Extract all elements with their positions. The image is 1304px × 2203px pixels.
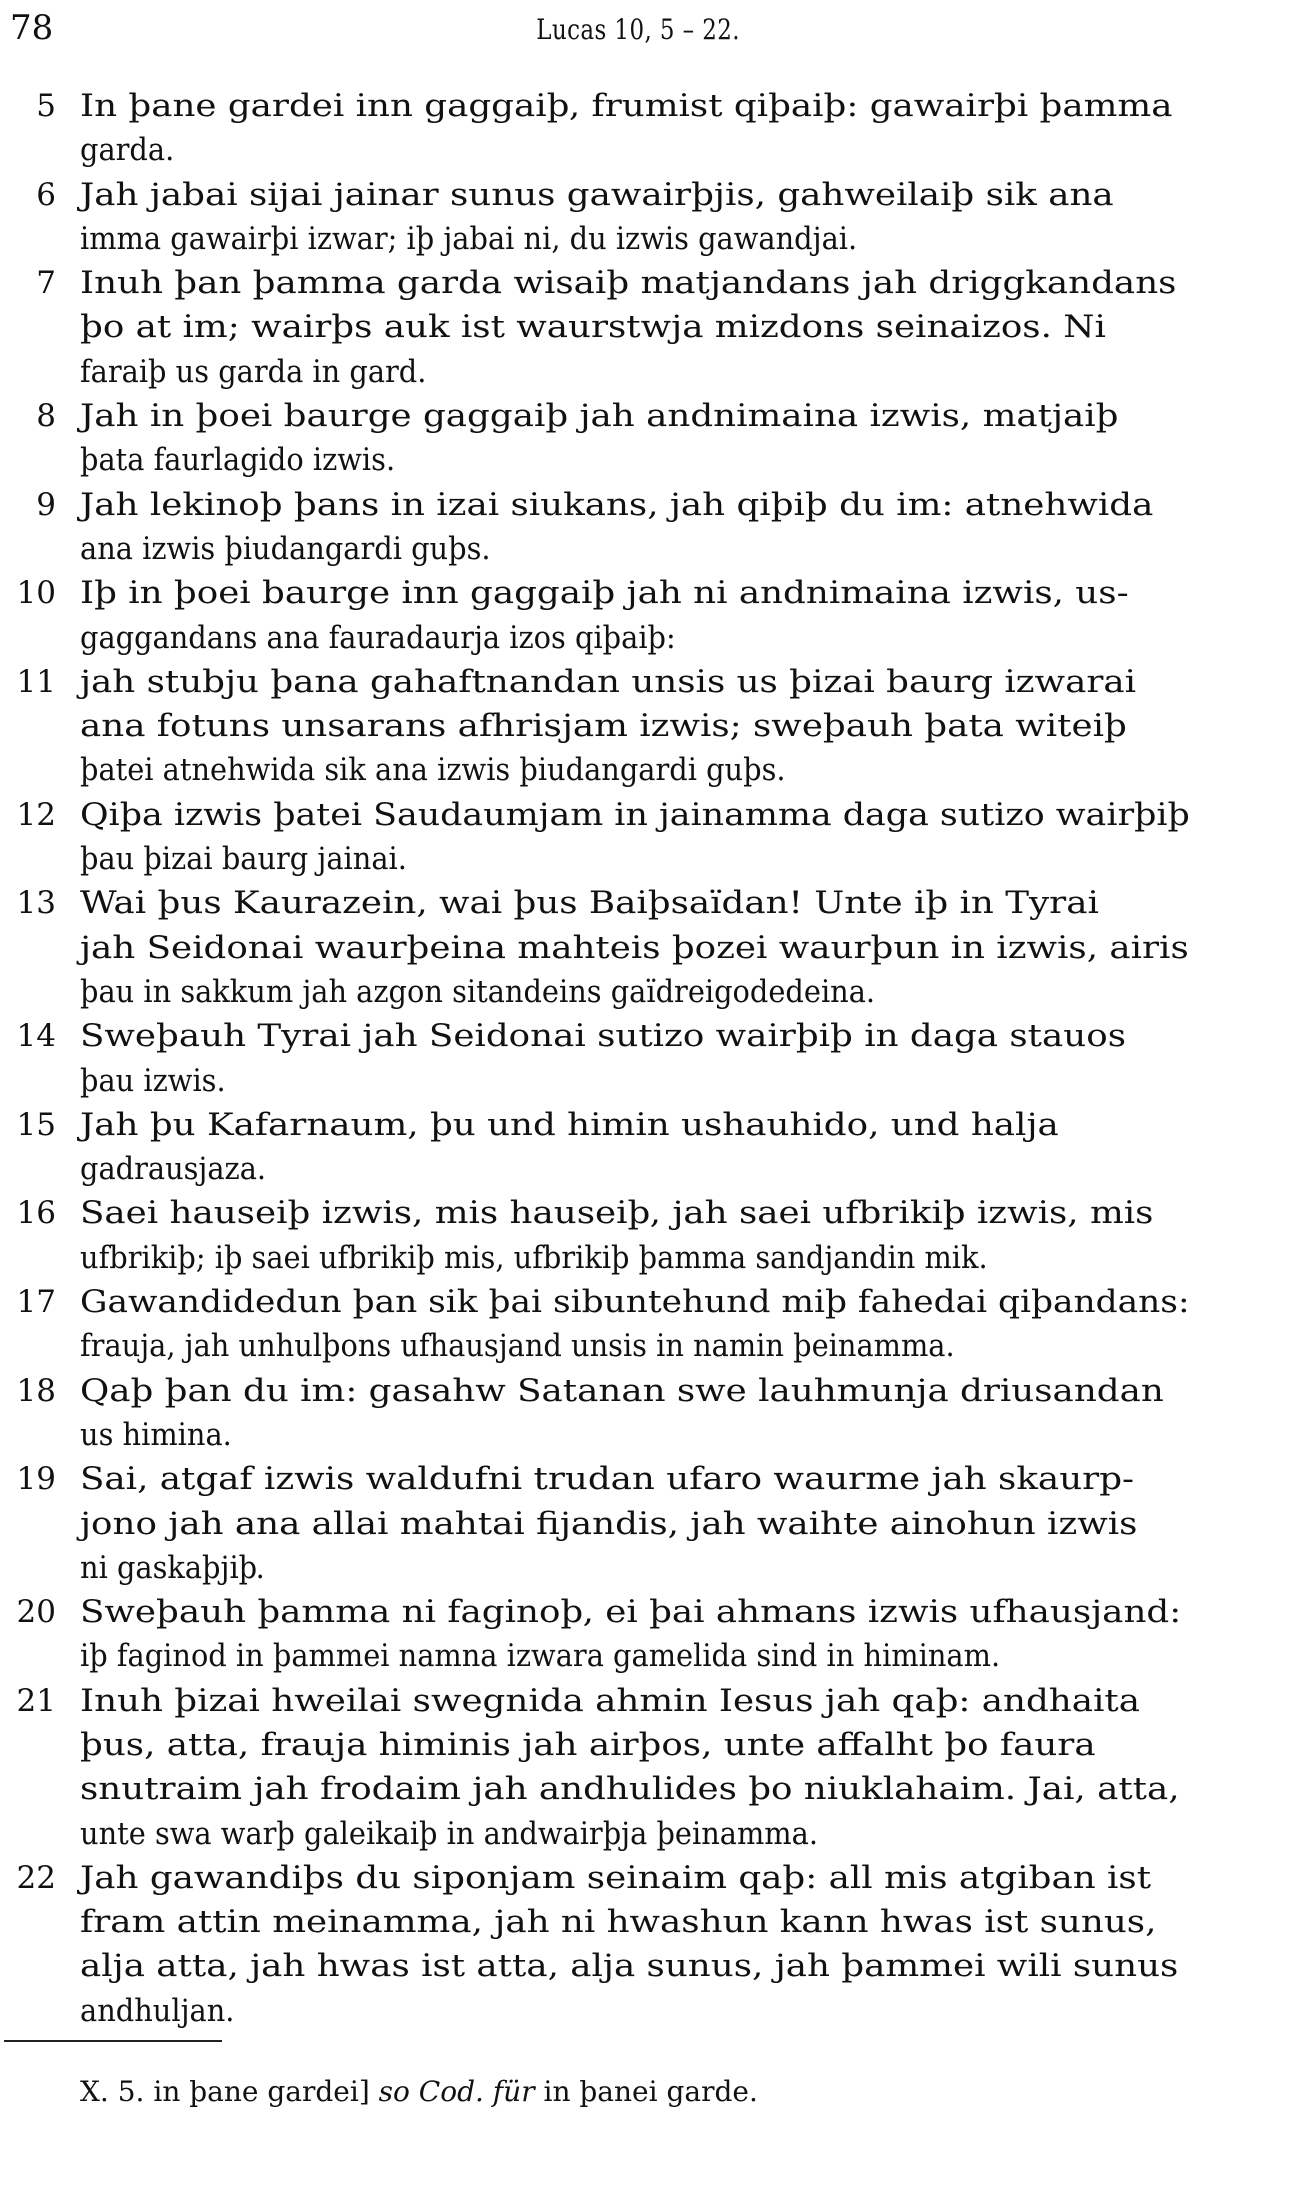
footnote xyxy=(80,2072,758,2112)
verse-line: Wai þus Kaurazein, wai þus Baiþsaïdan! Unte iþ in Tyrai xyxy=(80,885,1099,922)
verse-line: gadrausjaza. xyxy=(80,1151,267,1188)
verse xyxy=(0,1103,1190,1192)
footnote-ref: X. 5. xyxy=(80,2075,145,2108)
verse-number: 15 xyxy=(16,1106,56,1143)
verse-line: Jah gawandiþs du siponjam seinaim qaþ: all mis atgiban ist xyxy=(80,1859,1152,1896)
verse-number: 7 xyxy=(36,265,56,302)
verse-line: þo at im; wairþs auk ist waurstwja mizdons seinaizos. Ni xyxy=(80,309,1106,346)
verse-text xyxy=(80,1590,1190,1679)
verse-line: Gawandidedun þan sik þai sibuntehund miþ fahedai qiþandans: xyxy=(80,1284,1190,1321)
verse-line: Sweþauh Tyrai jah Seidonai sutizo wairþiþ in daga stauos xyxy=(80,1018,1126,1055)
verse-number: 6 xyxy=(36,176,56,213)
verse-line: jono jah ana allai mahtai fijandis, jah waihte ainohun izwis xyxy=(80,1505,1138,1542)
verse-line: gaggandans ana fauradaurja izos qiþaiþ: xyxy=(80,619,676,656)
verse-number: 22 xyxy=(16,1859,56,1896)
footnote-source: so Cod. xyxy=(378,2075,484,2108)
verse-line: imma gawairþi izwar; iþ jabai ni, du izwis gawandjai. xyxy=(80,220,858,257)
verse-line: þatei atnehwida sik ana izwis þiudangardi guþs. xyxy=(80,752,786,789)
verse-line: ufbrikiþ; iþ saei ufbrikiþ mis, ufbrikiþ þamma sandjandin mik. xyxy=(80,1239,988,1276)
verse-number: 9 xyxy=(36,486,56,523)
verse-line: alja atta, jah hwas ist atta, alja sunus, jah þammei wili sunus xyxy=(80,1948,1179,1985)
verse-line: ni gaskaþjiþ. xyxy=(80,1549,265,1586)
verse-line: jah Seidonai waurþeina mahteis þozei waurþun in izwis, airis xyxy=(80,929,1189,966)
verse-line: In þane gardei inn gaggaiþ, frumist qiþaiþ: gawairþi þamma xyxy=(80,88,1173,124)
verse-text xyxy=(80,173,1190,262)
verse-number: 21 xyxy=(16,1682,56,1719)
verse-list xyxy=(0,84,1190,2033)
verse-text xyxy=(80,571,1190,660)
verse xyxy=(0,881,1190,1014)
footnote-connector: für xyxy=(492,2075,535,2108)
verse xyxy=(0,483,1190,572)
verse-line: Jah in þoei baurge gaggaiþ jah andnimaina izwis, matjaiþ xyxy=(80,398,1119,435)
verse-line: Jah þu Kafarnaum, þu und himin ushauhido, und halja xyxy=(80,1106,1059,1143)
verse-line: snutraim jah frodaim jah andhulides þo niuklahaim. Jai, atta, xyxy=(80,1771,1180,1808)
verse-line: us himina. xyxy=(80,1416,232,1453)
verse-line: Inuh þan þamma garda wisaiþ matjandans jah driggkandans xyxy=(80,265,1177,302)
verse-text xyxy=(80,394,1190,483)
verse-line: þau þizai baurg jainai. xyxy=(80,841,407,878)
verse-line: ana fotuns unsarans afhrisjam izwis; sweþauh þata witeiþ xyxy=(80,708,1127,745)
verse-line: Jah jabai sijai jainar sunus gawairþjis, gahweilaiþ sik ana xyxy=(80,176,1114,213)
verse-line: Sai, atgaf izwis waldufni trudan ufaro waurme jah skaurp- xyxy=(80,1461,1135,1498)
verse-text xyxy=(80,1679,1190,1856)
verse-number: 16 xyxy=(16,1195,56,1232)
verse-line: andhuljan. xyxy=(80,1992,235,2029)
verse xyxy=(0,1457,1190,1590)
verse-line: Sweþauh þamma ni faginoþ, ei þai ahmans izwis ufhausjand: xyxy=(80,1594,1182,1631)
verse xyxy=(0,660,1190,793)
verse-number: 19 xyxy=(16,1461,56,1498)
verse xyxy=(0,394,1190,483)
verse-text xyxy=(80,483,1190,572)
verse xyxy=(0,1014,1190,1103)
verse-line: þus, atta, frauja himinis jah airþos, unte affalht þo faura xyxy=(80,1726,1096,1763)
verse xyxy=(0,173,1190,262)
verse-line: jah stubju þana gahaftnandan unsis us þizai baurg izwarai xyxy=(80,663,1137,700)
verse xyxy=(0,84,1190,173)
verse-line: Qaþ þan du im: gasahw Satanan swe lauhmunja driusandan xyxy=(80,1372,1164,1409)
verse-line: þau in sakkum jah azgon sitandeins gaïdreigodedeina. xyxy=(80,973,876,1010)
verse-text xyxy=(80,1856,1190,2033)
verse-line: Qiþa izwis þatei Saudaumjam in jainamma daga sutizo wairþiþ xyxy=(80,796,1190,833)
verse-number: 5 xyxy=(36,88,56,124)
verse-line: Jah lekinoþ þans in izai siukans, jah qiþiþ du im: atnehwida xyxy=(80,486,1154,523)
verse xyxy=(0,261,1190,394)
verse-text xyxy=(80,84,1190,173)
verse-line: iþ faginod in þammei namna izwara gamelida sind in himinam. xyxy=(80,1638,1001,1675)
verse-text xyxy=(80,1369,1190,1458)
footnote-reading: in þanei garde. xyxy=(543,2075,758,2108)
verse-line: unte swa warþ galeikaiþ in andwairþja þeinamma. xyxy=(80,1815,818,1852)
footnote-rule xyxy=(4,2040,222,2042)
verse-line: fram attin meinamma, jah ni hwashun kann hwas ist sunus, xyxy=(80,1904,1157,1941)
verse-line: garda. xyxy=(80,132,175,169)
verse xyxy=(0,571,1190,660)
verse-number: 10 xyxy=(16,575,56,612)
verse-text xyxy=(80,1014,1190,1103)
verse xyxy=(0,1590,1190,1679)
verse-number: 11 xyxy=(16,663,56,700)
verse-number: 20 xyxy=(16,1594,56,1631)
verse-line: frauja, jah unhulþons ufhausjand unsis in namin þeinamma. xyxy=(80,1328,955,1365)
verse-text xyxy=(80,881,1190,1014)
verse-text xyxy=(80,1103,1190,1192)
verse-line: ana izwis þiudangardi guþs. xyxy=(80,530,491,567)
verse-number: 18 xyxy=(16,1372,56,1409)
verse-number: 17 xyxy=(16,1284,56,1321)
verse-line: þata faurlagido izwis. xyxy=(80,442,396,479)
page-number: 78 xyxy=(10,8,54,48)
verse-number: 13 xyxy=(16,885,56,922)
verse xyxy=(0,1369,1190,1458)
verse-text xyxy=(80,1280,1190,1369)
verse-text xyxy=(80,660,1190,793)
verse-text xyxy=(80,1191,1190,1280)
verse xyxy=(0,793,1190,882)
verse xyxy=(0,1191,1190,1280)
verse xyxy=(0,1280,1190,1369)
verse xyxy=(0,1679,1190,1856)
running-head: Lucas 10, 5 – 22. xyxy=(536,13,740,46)
footnote-lemma: in þane gardei] xyxy=(153,2075,370,2108)
verse-line: þau izwis. xyxy=(80,1062,226,1099)
verse-number: 8 xyxy=(36,398,56,435)
verse-number: 12 xyxy=(16,796,56,833)
verse-text xyxy=(80,1457,1190,1590)
verse-line: Inuh þizai hweilai swegnida ahmin Iesus jah qaþ: andhaita xyxy=(80,1682,1141,1719)
verse-number: 14 xyxy=(16,1018,56,1055)
verse-line: Saei hauseiþ izwis, mis hauseiþ, jah saei ufbrikiþ izwis, mis xyxy=(80,1195,1154,1232)
verse xyxy=(0,1856,1190,2033)
verse-line: Iþ in þoei baurge inn gaggaiþ jah ni andnimaina izwis, us- xyxy=(80,575,1129,612)
verse-text xyxy=(80,261,1190,394)
verse-line: faraiþ us garda in gard. xyxy=(80,353,427,390)
verse-text xyxy=(80,793,1190,882)
